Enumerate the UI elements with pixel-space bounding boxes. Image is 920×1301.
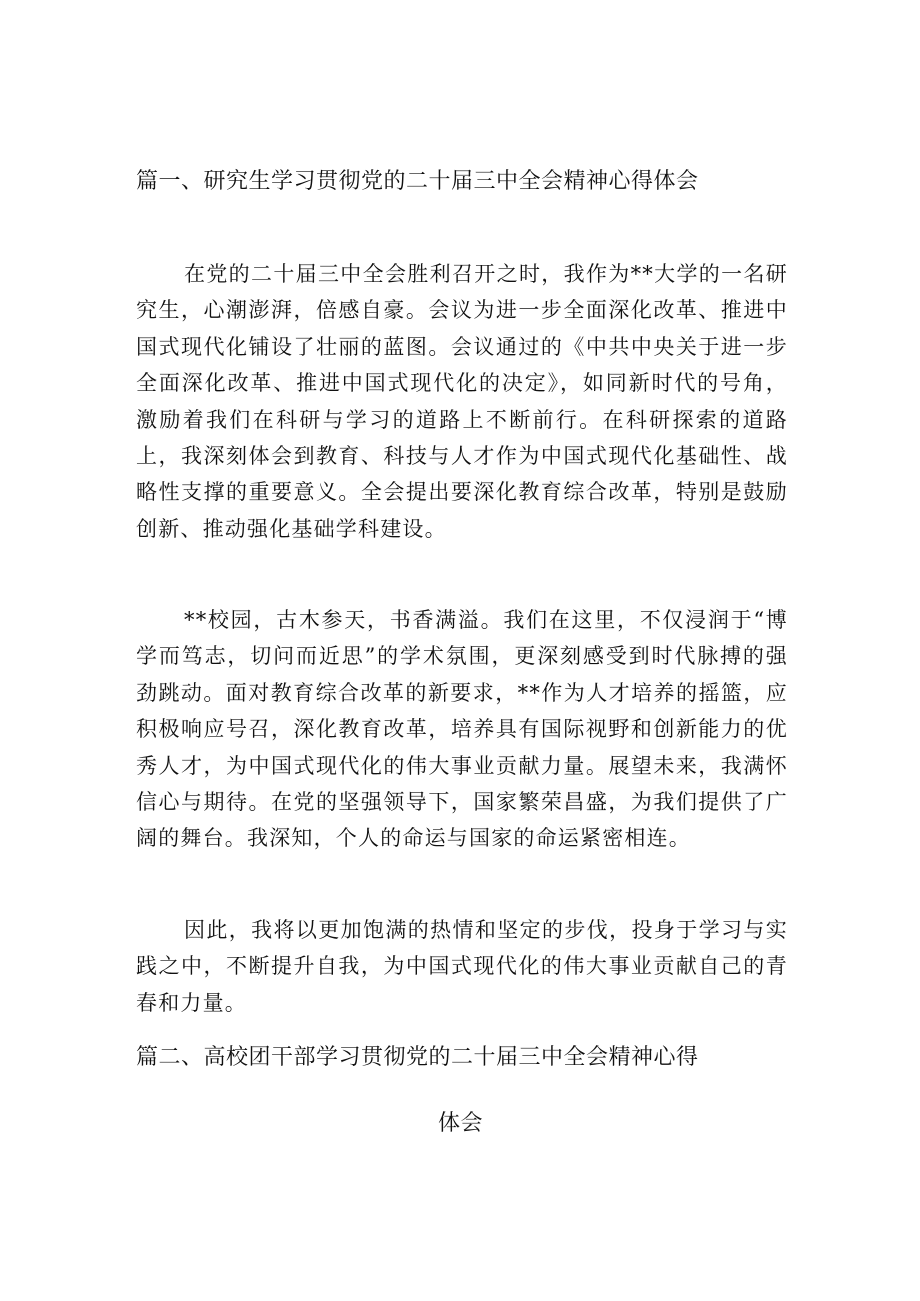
section1-paragraph-1: 在党的二十届三中全会胜利召开之时，我作为**大学的一名研究生，心潮澎湃，倍感自豪。会议为进一步全面深化改革、推进中国式现代化铺设了壮丽的蓝图。会议通过的《中共中央关于进一步全面深化改革、推进中国式现代化的决定》，如同新时代的号角，激励着我们在科研与学习的道路上不断前行。在科研探索的道路上，我深刻体会到教育、科技与人才作为中国式现代化基础性、战略性支撑的重要意义。全会提出要深化教育综合改革，特别是鼓励创新、推动强化基础学科建设。 (136, 262, 788, 541)
section2-title-line1: 篇二、高校团干部学习贯彻党的二十届三中全会精神心得 (136, 1045, 699, 1070)
section1-title: 篇一、研究生学习贯彻党的二十届三中全会精神心得体会 (136, 169, 699, 194)
section2-title-line2: 体会 (438, 1111, 484, 1136)
section1-paragraph-3: 因此，我将以更加饱满的热情和坚定的步伐，投身于学习与实践之中，不断提升自我，为中国式现代化的伟大事业贡献自己的青春和力量。 (136, 918, 788, 1015)
section1-paragraph-2: **校园，古木参天，书香满溢。我们在这里，不仅浸润于“博学而笃志，切问而近思”的学术氛围，更深刻感受到时代脉搏的强劲跳动。面对教育综合改革的新要求，**作为人才培养的摇篮，应积极响应号召，深化教育改革，培养具有国际视野和创新能力的优秀人才，为中国式现代化的伟大事业贡献力量。展望未来，我满怀信心与期待。在党的坚强领导下，国家繁荣昌盛，为我们提供了广阔的舞台。我深知，个人的命运与国家的命运紧密相连。 (136, 608, 788, 851)
